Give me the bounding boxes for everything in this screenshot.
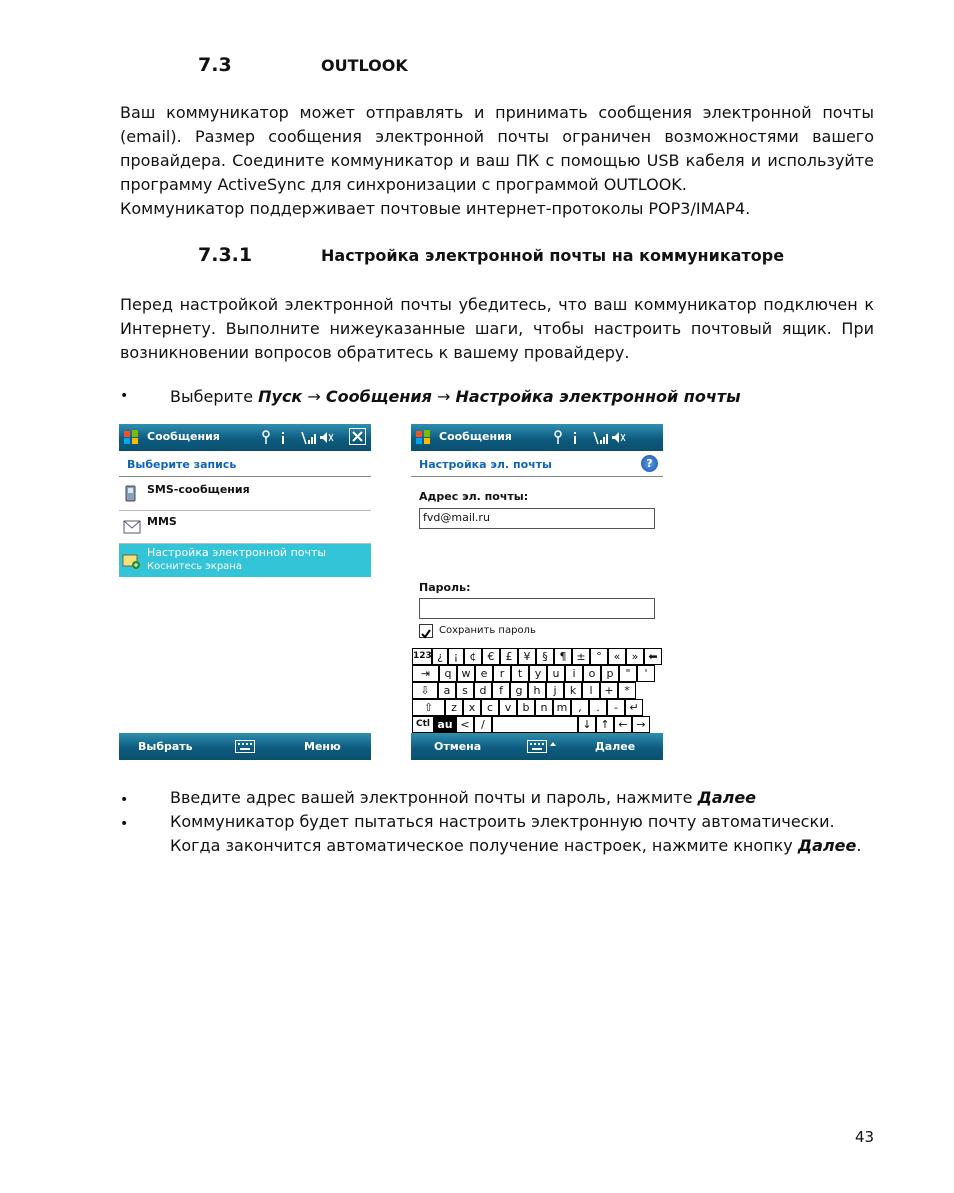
soft-keyboard <box>411 648 663 734</box>
keyboard-key[interactable]: » <box>626 648 644 665</box>
keyboard-key[interactable]: l <box>582 682 600 699</box>
bullet-step2 <box>170 786 874 810</box>
keyboard-key[interactable]: d <box>474 682 492 699</box>
keyboard-key[interactable]: k <box>564 682 582 699</box>
keyboard-key[interactable]: < <box>456 716 474 733</box>
title-text: Сообщения <box>147 430 220 443</box>
bullet-marker: • <box>120 388 129 404</box>
sms-icon <box>123 485 139 503</box>
softkey-bar <box>411 733 663 760</box>
keyboard-key[interactable]: x <box>463 699 481 716</box>
keyboard-key[interactable]: ¡ <box>448 648 464 665</box>
keyboard-key[interactable]: m <box>553 699 571 716</box>
step1-prefix: Выберите <box>170 387 259 406</box>
keyboard-key[interactable]: au <box>434 716 456 733</box>
page-number: 43 <box>855 1128 875 1146</box>
email-setup-icon <box>122 552 142 570</box>
step3-text: Коммуникатор будет пытаться настроить электронную почту автоматически. Когда закончится автоматическое получение настроек, нажмите кнопку <box>170 812 835 855</box>
list-item-mms[interactable] <box>119 511 371 543</box>
keyboard-key[interactable]: n <box>535 699 553 716</box>
keyboard-key[interactable]: p <box>601 665 619 682</box>
keyboard-key[interactable]: , <box>571 699 589 716</box>
keyboard-key[interactable]: ¿ <box>432 648 448 665</box>
keyboard-key[interactable]: t <box>511 665 529 682</box>
keyboard-icon[interactable] <box>527 740 559 753</box>
keyboard-key[interactable]: ↵ <box>625 699 643 716</box>
keyboard-key[interactable]: ¢ <box>464 648 482 665</box>
step1-arrow2: → <box>431 387 456 406</box>
keyboard-key[interactable]: j <box>546 682 564 699</box>
list-item-sms[interactable] <box>119 477 371 510</box>
keyboard-key[interactable]: e <box>475 665 493 682</box>
keyboard-key[interactable]: y <box>529 665 547 682</box>
keyboard-key[interactable]: " <box>619 665 637 682</box>
keyboard-key[interactable]: ⇧ <box>412 699 445 716</box>
checkmark-icon <box>420 628 432 640</box>
keyboard-icon[interactable] <box>235 740 255 753</box>
section-title: OUTLOOK <box>321 56 408 75</box>
keyboard-key[interactable]: ← <box>614 716 632 733</box>
keyboard-key[interactable]: f <box>492 682 510 699</box>
keyboard-space-key[interactable] <box>492 716 578 733</box>
keyboard-key[interactable]: ↑ <box>596 716 614 733</box>
keyboard-key[interactable]: a <box>438 682 456 699</box>
keyboard-key[interactable]: ⇩ <box>412 682 438 699</box>
keyboard-key[interactable]: ⇥ <box>412 665 439 682</box>
softkey-bar <box>119 733 371 760</box>
keyboard-key[interactable]: h <box>528 682 546 699</box>
step2-text: Введите адрес вашей электронной почты и пароль, нажмите <box>170 788 698 807</box>
keyboard-key[interactable]: £ <box>500 648 518 665</box>
step1-messages: Сообщения <box>325 387 432 406</box>
keyboard-key[interactable]: i <box>565 665 583 682</box>
divider <box>411 476 663 477</box>
step1-start: Пуск <box>258 387 303 406</box>
keyboard-key[interactable]: Ctl <box>412 716 434 733</box>
keyboard-key[interactable]: ¶ <box>554 648 572 665</box>
status-icons <box>552 429 642 446</box>
keyboard-key[interactable]: s <box>456 682 474 699</box>
bullet-step3 <box>170 810 874 858</box>
sub-paragraph: Перед настройкой электронной почты убедитесь, что ваш коммуникатор подключен к Интернету. Выполните нижеуказанные шаги, чтобы настроить почтовый ящик. При возникновении вопросов обратитесь к вашему провайдеру. <box>120 295 874 362</box>
screen-header: Выберите запись <box>127 458 237 471</box>
list-item-label: Настройка электронной почты <box>147 546 327 559</box>
section-number: 7.3 <box>198 54 232 76</box>
step1-email-setup: Настройка электронной почты <box>455 387 741 406</box>
keyboard-key[interactable]: o <box>583 665 601 682</box>
subsection-title: Настройка электронной почты на коммуникаторе <box>321 246 785 265</box>
list-item-sub: Коснитесь экрана <box>147 561 242 572</box>
title-text: Сообщения <box>439 430 512 443</box>
keyboard-key[interactable]: w <box>457 665 475 682</box>
keyboard-key[interactable]: + <box>600 682 618 699</box>
windows-start-icon[interactable] <box>123 429 139 445</box>
save-password-checkbox[interactable] <box>419 624 433 638</box>
softkey-cancel-button[interactable]: Отмена <box>434 740 482 753</box>
keyboard-key[interactable]: / <box>474 716 492 733</box>
save-password-label: Сохранить пароль <box>439 625 536 636</box>
screen-email-setup <box>411 424 663 760</box>
step2-next: Далее <box>697 788 757 807</box>
softkey-next-button[interactable]: Далее <box>595 740 636 753</box>
title-bar <box>119 424 371 451</box>
screen-header: Настройка эл. почты <box>419 458 552 471</box>
subsection-number: 7.3.1 <box>198 244 253 266</box>
keyboard-key[interactable]: v <box>499 699 517 716</box>
keyboard-key[interactable]: ↓ <box>578 716 596 733</box>
intro-paragraph: Ваш коммуникатор может отправлять и принимать сообщения электронной почты (email). Размер сообщения электронной почты ограничен возможностями вашего провайдера. Соедините коммуникатор и ваш ПК с помощью USB кабеля и используйте программу ActiveSync для синхронизации с программой OUTLOOK. <box>120 103 874 194</box>
title-bar <box>411 424 663 451</box>
list-item-label: MMS <box>147 515 177 528</box>
keyboard-key[interactable]: - <box>607 699 625 716</box>
password-input[interactable] <box>419 598 655 619</box>
close-icon[interactable] <box>349 428 366 445</box>
intro-protocols: Коммуникатор поддерживает почтовые интернет-протоколы POP3/IMAP4. <box>120 199 751 218</box>
keyboard-key[interactable]: « <box>608 648 626 665</box>
keyboard-key[interactable]: u <box>547 665 565 682</box>
softkey-menu-button[interactable]: Меню <box>304 740 341 753</box>
keyboard-key[interactable]: → <box>632 716 650 733</box>
keyboard-key[interactable]: q <box>439 665 457 682</box>
envelope-icon <box>123 520 141 534</box>
keyboard-key[interactable]: g <box>510 682 528 699</box>
keyboard-key[interactable]: € <box>482 648 500 665</box>
keyboard-key[interactable]: § <box>536 648 554 665</box>
email-label: Адрес эл. почты: <box>419 490 529 503</box>
keyboard-key[interactable]: ± <box>572 648 590 665</box>
list-item-email-setup[interactable] <box>119 544 371 577</box>
keyboard-key[interactable]: ° <box>590 648 608 665</box>
keyboard-key[interactable]: ¥ <box>518 648 536 665</box>
keyboard-key[interactable]: * <box>618 682 636 699</box>
status-icons <box>260 429 350 446</box>
help-icon[interactable]: ? <box>641 455 658 472</box>
list-item-label: SMS-сообщения <box>147 483 250 496</box>
windows-start-icon[interactable] <box>415 429 431 445</box>
step3-next: Далее <box>797 836 857 855</box>
bullet-marker: • <box>120 816 129 832</box>
step1-arrow: → <box>302 387 326 406</box>
keyboard-key[interactable]: b <box>517 699 535 716</box>
keyboard-key[interactable]: ⬅ <box>644 648 662 665</box>
keyboard-key[interactable]: . <box>589 699 607 716</box>
email-input[interactable]: fvd@mail.ru <box>419 508 655 529</box>
keyboard-key[interactable]: ' <box>637 665 655 682</box>
bullet-step1 <box>170 385 874 409</box>
keyboard-key[interactable]: c <box>481 699 499 716</box>
password-label: Пароль: <box>419 581 471 594</box>
keyboard-key[interactable]: 123 <box>412 648 432 665</box>
softkey-select-button[interactable]: Выбрать <box>138 740 193 753</box>
bullet-marker: • <box>120 792 129 808</box>
step3-end: . <box>856 836 862 855</box>
keyboard-key[interactable]: z <box>445 699 463 716</box>
keyboard-key[interactable]: r <box>493 665 511 682</box>
screen-messages <box>119 424 371 760</box>
